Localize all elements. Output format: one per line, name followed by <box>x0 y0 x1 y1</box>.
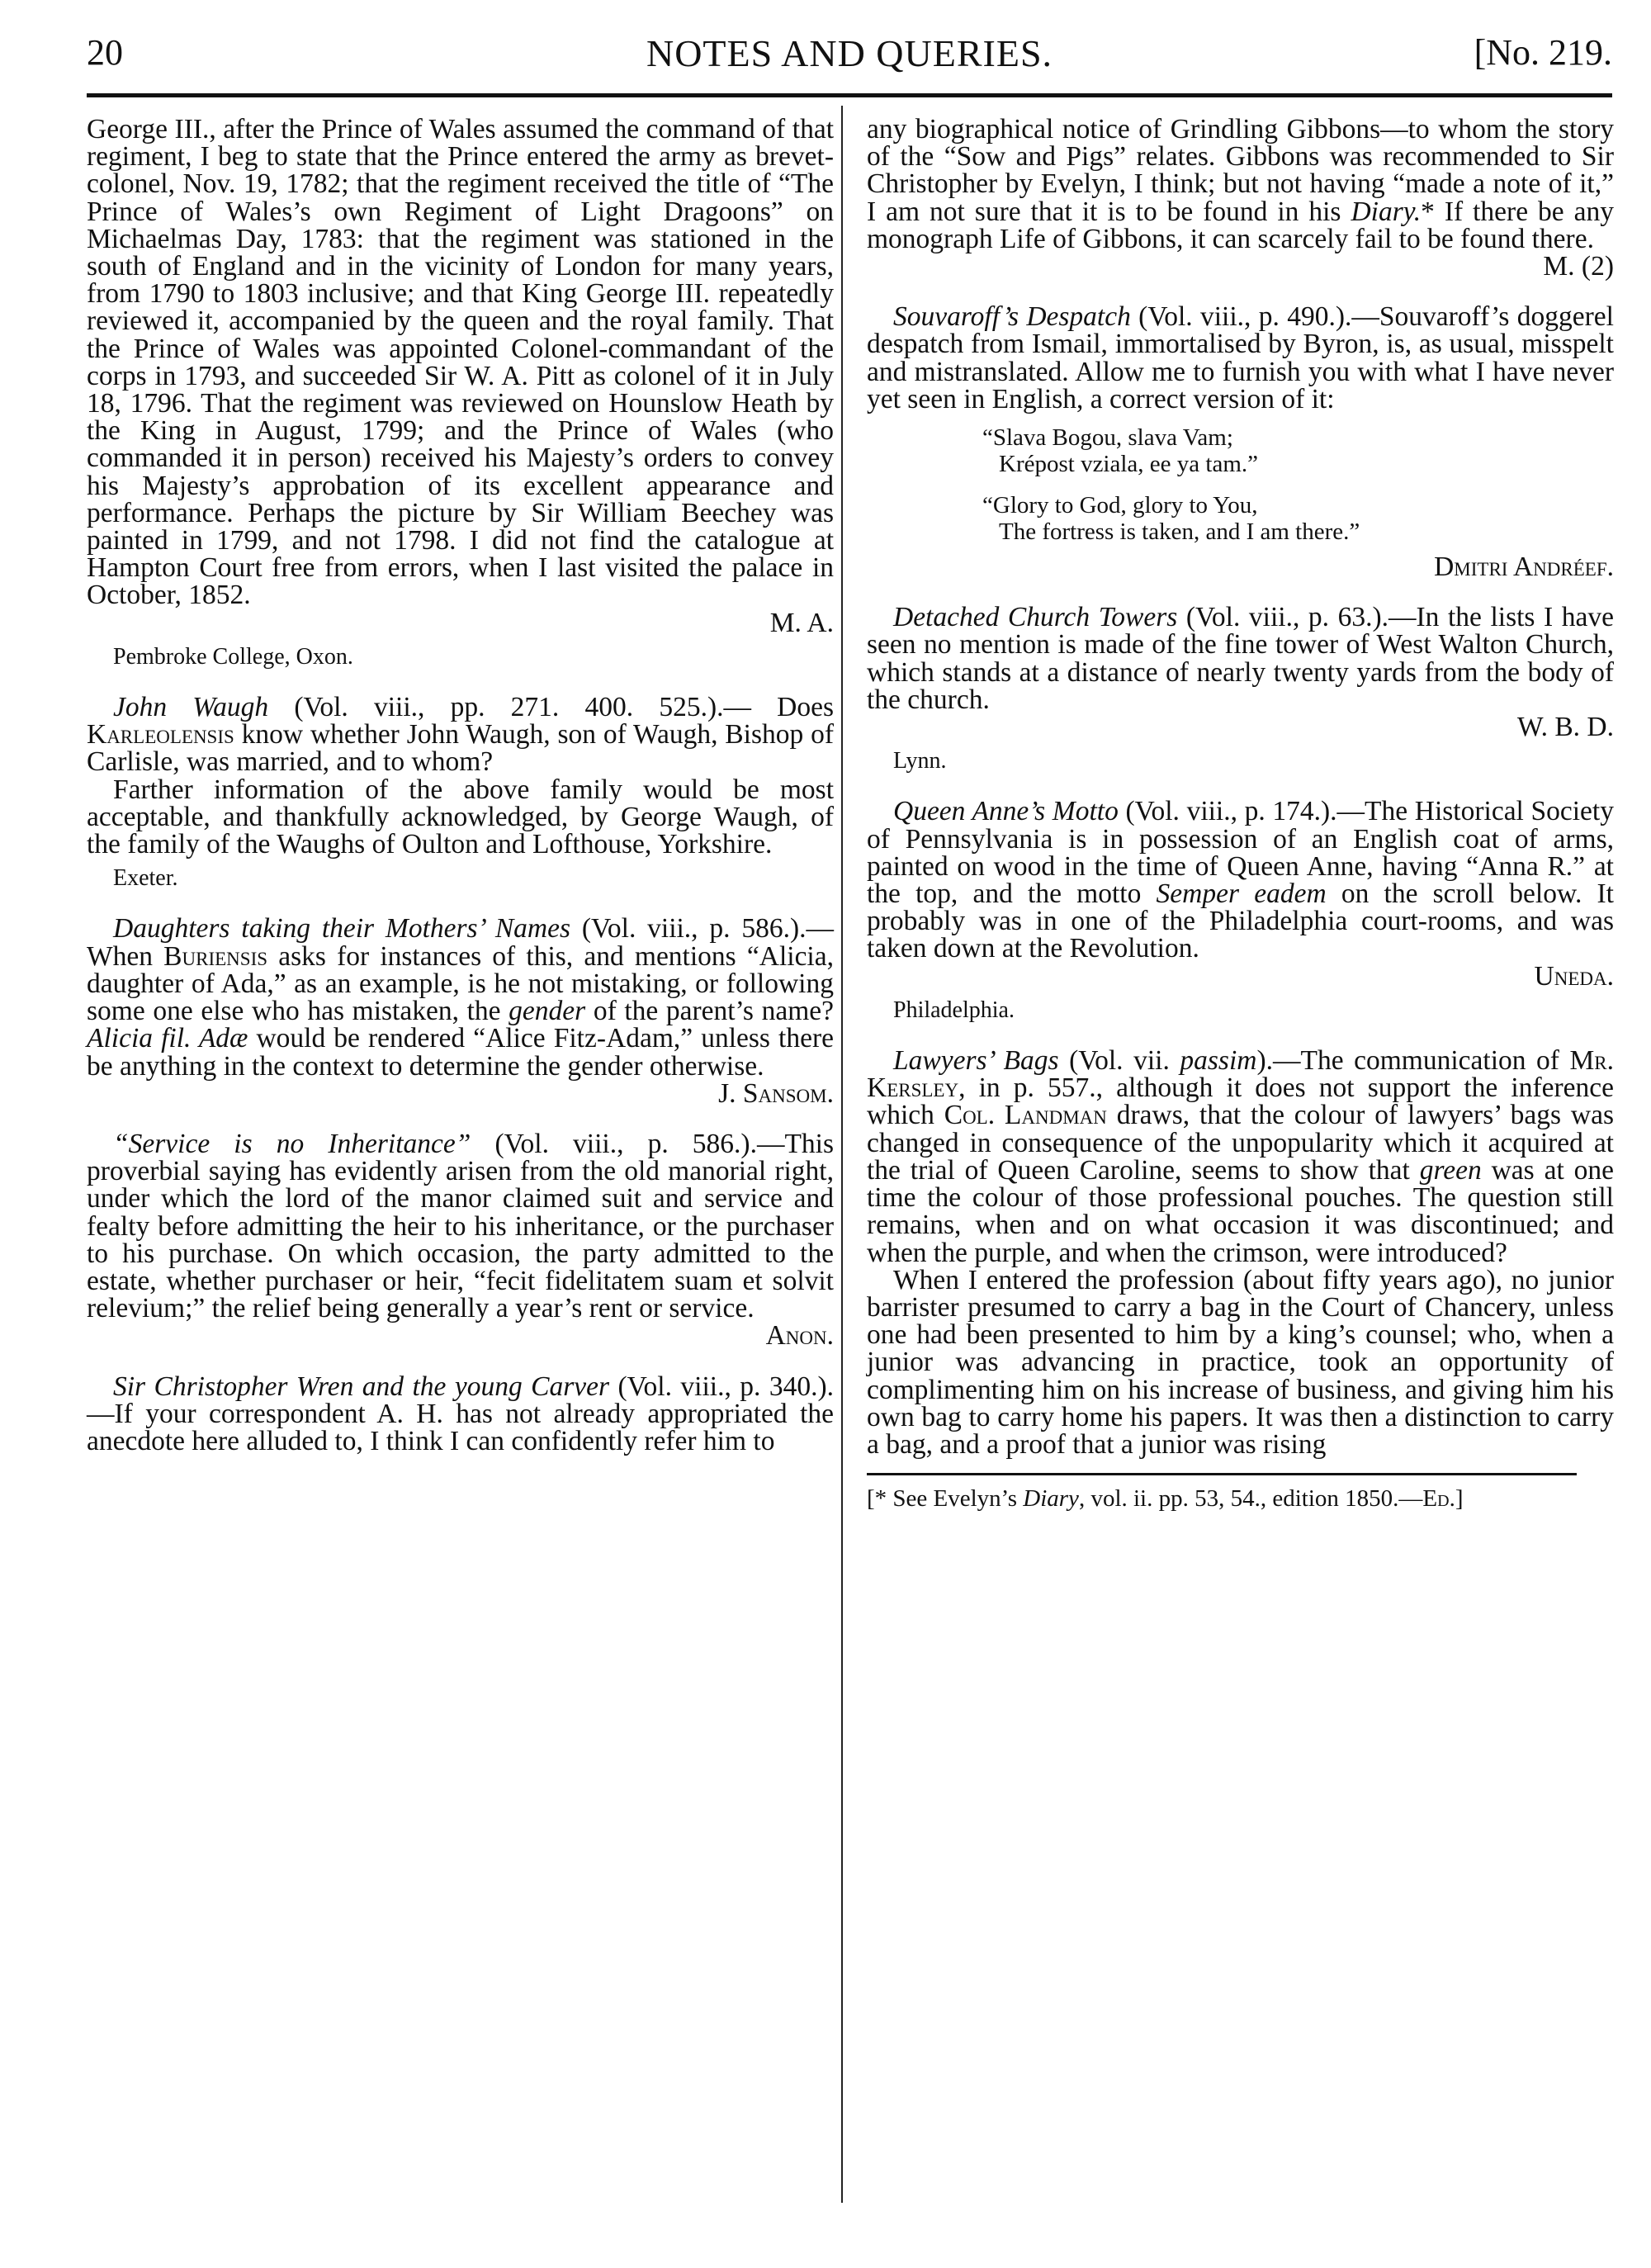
article-body <box>867 1047 1614 1267</box>
verse-line: Krépost vziala, ee ya tam.” <box>999 451 1259 478</box>
article-heading: Sir Christopher Wren and the young Carver <box>113 1371 610 1402</box>
article-body <box>87 913 834 1082</box>
article-reference: (Vol. viii., p. 63.).— <box>1177 602 1417 633</box>
article-reference: (Vol. viii., p. 586.).—When <box>87 913 834 972</box>
place-line: Exeter. <box>113 865 178 892</box>
italic-term: gender <box>509 996 586 1027</box>
place-line: Philadelphia. <box>893 997 1015 1023</box>
signature: M. A. <box>769 607 834 638</box>
article-heading: Daughters taking their Mothers’ Names <box>113 913 571 945</box>
article-wren-continued <box>867 116 1614 280</box>
signature: W. B. D. <box>1517 712 1614 743</box>
article-heading: Lawyers’ Bags <box>893 1045 1059 1077</box>
footnote-text: ] <box>1455 1485 1464 1513</box>
footnote-rule <box>867 1473 1577 1475</box>
article-text: In the lists I have seen no mention is made of the fine tower of West Walton Church, which stands at a distance of nearly twenty yards from the body of the church. <box>867 602 1614 715</box>
article-text: asks for instances of this, and mentions “Alicia, daughter of Ada,” as an example, is he not mistaking, or following some one else who has mistaken, the <box>87 940 834 1027</box>
italic-term: Diary <box>1023 1485 1079 1513</box>
article-heading: Detached Church Towers <box>893 602 1178 633</box>
article-reference: (Vol. viii., p. 174.).— <box>1118 796 1365 827</box>
article-reference: ).—The communication of <box>1256 1045 1570 1077</box>
article-heading: Queen Anne’s Motto <box>893 796 1119 827</box>
footnote-text: , vol. ii. pp. 53, 54., edition 1850.— <box>1078 1485 1423 1513</box>
article-reference: (Vol. viii., p. 586.).— <box>471 1128 785 1159</box>
page-header <box>87 31 1612 81</box>
signature: Anon. <box>765 1320 834 1352</box>
italic-term: Diary. <box>1351 196 1422 227</box>
italic-term: Alicia fil. Adæ <box>87 1023 248 1054</box>
footnote-text: [* See Evelyn’s <box>867 1485 1024 1513</box>
left-column <box>87 116 834 1455</box>
correspondent-name: Buriensis <box>163 940 268 972</box>
article-reference: (Vol. viii., p. 340.).— <box>87 1371 834 1429</box>
correspondent-name: Mr. Kersley <box>867 1045 1615 1104</box>
italic-term: green <box>1419 1154 1482 1186</box>
journal-title: NOTES AND QUERIES. <box>646 32 1053 74</box>
header-rule <box>87 93 1612 97</box>
footnote <box>867 1485 1614 1513</box>
article-text: If your correspondent A. H. has not already appropriated the anecdote here alluded to, I think I can confidently refer him to <box>87 1398 834 1456</box>
issue-number: [No. 219. <box>1474 32 1612 73</box>
article-souvaroff-despatch <box>867 301 1614 583</box>
article-body: George III., after the Prince of Wales assumed the command of that regiment, I beg to state that the Prince entered the army as brevet-colonel, Nov. 19, 1782; that the regiment received the title of “The Prince of Wales’s own Regiment of Light Dragoons” on Michaelmas Day, 1783: that the regiment was stationed in the south of England and in the vicinity of London for many years, from 1790 to 1803 inclusive; and that King George III. repeatedly reviewed it, accompanied by the queen and the royal family. That the Prince of Wales was appointed Colonel-commandant of the corps in 1793, and succeeded Sir W. A. Pitt as colonel of it in July 18, 1796. That the regiment was reviewed on Hounslow Heath by the King in August, 1799; and the Prince of Wales (who commanded it in person) received his Majesty’s orders to convey his Majesty’s approbation of its excellent appearance and performance. Perhaps the picture by Sir William Beechey was painted in 1799, and not 1798. I did not find the catalogue at Hampton Court free from errors, when I last visited the palace in October, 1852. <box>87 114 834 611</box>
verse-line: The fortress is taken, and I am there.” <box>999 518 1360 546</box>
editor-mark: Ed. <box>1422 1485 1455 1513</box>
article-text: of the parent’s name? <box>585 996 834 1027</box>
article-wren-carver <box>87 1373 834 1456</box>
place-line: Lynn. <box>893 748 947 774</box>
right-column <box>867 116 1614 1513</box>
article-text: , in p. 557., although it does not support the inference which <box>867 1072 1614 1131</box>
article-text: any biographical notice of Grindling Gibbons—to whom the story of the “Sow and Pigs” relates. Gibbons was recommended to Sir Christopher by Evelyn, I think; but not having “made a note of it,” I am not sure that it is to be found in his <box>867 114 1614 227</box>
article-text: know whether John Waugh, son of Waugh, Bishop of Carlisle, was married, and to whom? <box>87 719 834 778</box>
article-heading: Souvaroff’s Despatch <box>893 301 1131 333</box>
correspondent-name: Col. Landman <box>944 1100 1107 1131</box>
article-text: This proverbial saying has evidently arisen from the old manorial right, under which the lord of the manor claimed suit and service and fealty before admitting the heir to his inheritance, or the purchaser to his purchase. On which occasion, the party admitted to the estate, whether purchaser or heir, “fecit fidelitatem suam et solvit relevium;” the relief being generally a year’s rent or service. <box>87 1128 835 1324</box>
article-body <box>867 798 1614 962</box>
article-text: on the scroll below. It probably was in one of the Philadelphia court-rooms, and was taken down at the Revolution. <box>867 878 1614 964</box>
verse-english <box>867 492 1614 545</box>
article-text: * If there be any monograph Life of Gibbons, it can scarcely fail to be found there. <box>867 196 1614 254</box>
article-service-inheritance <box>87 1130 834 1350</box>
article-heading: John Waugh <box>113 692 269 723</box>
italic-term: passim <box>1180 1045 1257 1077</box>
article-detached-towers <box>867 604 1614 774</box>
article-reference: (Vol. vii. <box>1058 1045 1180 1077</box>
article-text: was at one time the colour of those professional pouches. The question still remains, when and on what occasion it was discontinued; and when the purple, and when the crimson, were introduced? <box>867 1154 1614 1268</box>
article-queen-anne-motto <box>867 798 1614 1024</box>
verse-line: “Slava Bogou, slava Vam; <box>982 424 1233 452</box>
article-body <box>867 303 1614 413</box>
article-reference: (Vol. viii., pp. 271. 400. 525.).— Does <box>268 692 835 723</box>
correspondent-name: Karleolensis <box>87 719 234 750</box>
article-reference: (Vol. viii., p. 490.).— <box>1130 301 1379 333</box>
article-lawyers-bags <box>867 1047 1614 1458</box>
article-body <box>87 1130 834 1322</box>
article-text: Souvaroff’s doggerel despatch from Ismail, immortalised by Byron, is, as usual, misspelt and mistranslated. Allow me to furnish you with what I have never yet seen in English, a correct version of it: <box>867 301 1614 414</box>
signature: J. Sansom. <box>718 1077 834 1109</box>
article-paragraph: Farther information of the above family would be most acceptable, and thankfully acknowledged, by George Waugh, of the family of the Waughs of Oulton and Lofthouse, Yorkshire. <box>87 774 834 860</box>
italic-term: Semper eadem <box>1156 878 1327 910</box>
place-line: Pembroke College, Oxon. <box>113 643 353 670</box>
article-paragraph: When I entered the profession (about fifty years ago), no junior barrister presumed to carry a bag in the Court of Chancery, unless one had been presented to him by a king’s counsel; who, when a junior was advancing in practice, took an opportunity of complimenting him on his increase of business, and giving him his own bag to carry home his papers. It was then a distinction to carry a bag, and a proof that a junior was rising <box>867 1264 1614 1460</box>
verse-russian <box>867 424 1614 477</box>
article-text: would be rendered “Alice Fitz-Adam,” unless there be anything in the context to determine the gender otherwise. <box>87 1023 834 1082</box>
page-number: 20 <box>87 32 123 73</box>
article-body <box>87 694 834 776</box>
article-body <box>867 604 1614 713</box>
signature: Dmitri Andréef. <box>1434 552 1614 583</box>
article-body <box>87 1373 834 1456</box>
article-daughters-names <box>87 913 834 1109</box>
article-john-waugh <box>87 694 834 892</box>
article-text: draws, that the colour of lawyers’ bags was changed in consequence of the unpopularity which it acquired at the trial of Queen Caroline, seems to show that <box>867 1100 1614 1186</box>
article-text: The Historical Society of Pennsylvania is in possession of an English coat of arms, painted on wood in the time of Queen Anne, having “Anna R.” at the top, and the motto <box>867 796 1614 910</box>
signature: Uneda. <box>1534 960 1614 992</box>
verse-line: “Glory to God, glory to You, <box>982 492 1258 519</box>
article-heading: “Service is no Inheritance” <box>113 1128 471 1159</box>
column-divider <box>841 106 843 2203</box>
article-body <box>867 116 1614 253</box>
article-prince-of-wales-continued <box>87 116 834 670</box>
signature: M. (2) <box>1543 251 1614 282</box>
